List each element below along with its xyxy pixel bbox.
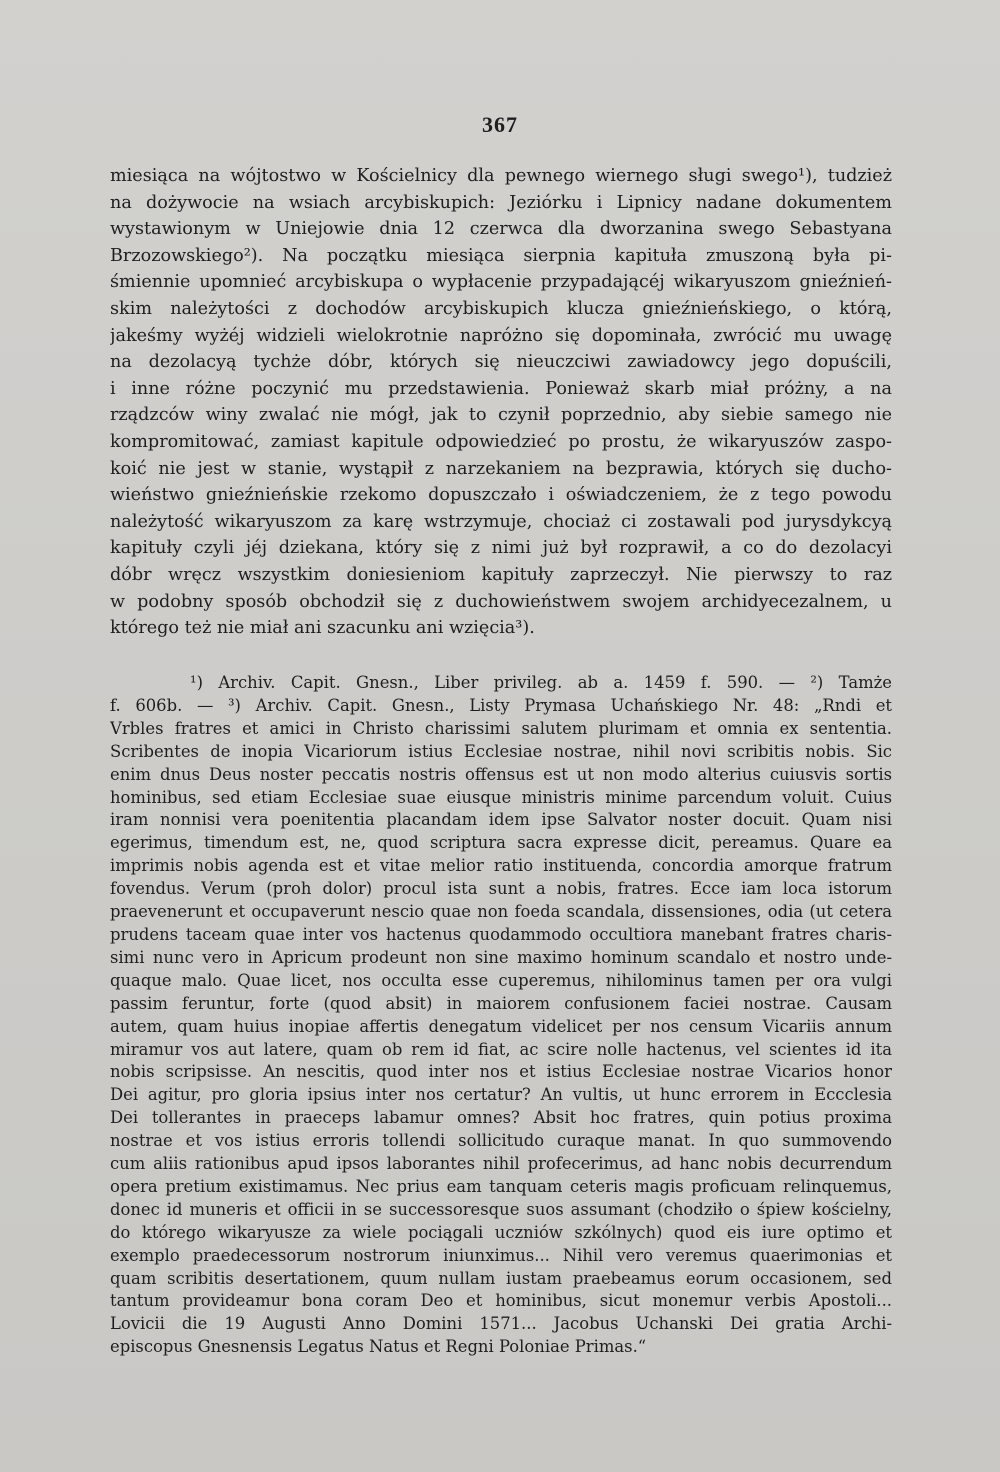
footnote-line: praevenerunt et occupaverunt nescio quae non foeda scandala, dissensiones, odia (ut cetera [110, 902, 892, 922]
main-text-line: należytość wikaryuszom za karę wstrzymuje, chociaż ci zostawali pod jurysdykcyą [110, 511, 892, 532]
main-text-line: miesiąca na wójtostwo w Kościelnicy dla pewnego wiernego sługi swego¹), tudzież [110, 166, 892, 186]
main-text-line: koić nie jest w stanie, wystąpił z narzekaniem na bezprawia, których się ducho- [110, 458, 892, 479]
main-text-line: Brzozowskiego²). Na początku miesiąca sierpnia kapituła zmuszoną była pi- [110, 245, 892, 266]
footnote-line: exemplo praedecessorum nostrorum iniunximus... Nihil vero veremus quaerimonias et [110, 1245, 892, 1265]
footnote-line: tantum provideamur bona coram Deo et hominibus, sicut monemur verbis Apostoli... [110, 1291, 892, 1311]
main-text-line: śmiennie upomnieć arcybiskupa o wypłacenie przypadającéj wikaryuszom gnieźnień- [110, 272, 892, 293]
footnote-line: hominibus, sed etiam Ecclesiae suae eiusque ministris minime parcendum voluit. Cuius [110, 787, 892, 807]
footnote-line: Dei agitur, pro gloria ipsius inter nos certatur? An vultis, ut hunc errorem in Eccclesia [110, 1085, 892, 1105]
footnote-line: passim feruntur, forte (quod absit) in maiorem confusionem faciei nostrae. Causam [110, 993, 892, 1013]
footnote-line: quaque malo. Quae licet, nos occulta esse cuperemus, nihilominus tamen per ora vulgi [110, 970, 892, 990]
footnote-line: f. 606b. — ³) Archiv. Capit. Gnesn., Listy Prymasa Uchańskiego Nr. 48: „Rndi et [110, 695, 892, 715]
footnote-line: miramur vos aut latere, quam ob rem id fiat, ac scire nolle hactenus, vel scientes id ita [110, 1039, 892, 1059]
footnote-line: Vrbles fratres et amici in Christo charissimi salutem plurimam et omnia ex sententia. [110, 718, 892, 738]
main-text-line: jakeśmy wyżéj widzieli wielokrotnie napróżno się dopominała, zwrócić mu uwagę [110, 325, 892, 346]
footnote-line: egerimus, timendum est, ne, quod scriptura sacra expresse dicit, pereamus. Quare ea [110, 833, 892, 853]
main-text-line: i inne różne poczynić mu przedstawienia. Ponieważ skarb miał próżny, a na [110, 378, 892, 399]
footnote-line: donec id muneris et officii in se successoresque suos assumant (chodziło o śpiew kościelny, [110, 1199, 892, 1219]
footnote-line: episcopus Gnesnensis Legatus Natus et Regni Poloniae Primas.“ [110, 1337, 647, 1357]
footnote-line: Lovicii die 19 Augusti Anno Domini 1571... Jacobus Uchanski Dei gratia Archi- [110, 1314, 892, 1334]
footnote-line: cum aliis rationibus apud ipsos laborantes nihil profecerimus, ad hanc nobis decurrendum [110, 1154, 892, 1174]
footnote-line: ¹) Archiv. Capit. Gnesn., Liber privileg. ab a. 1459 f. 590. — ²) Tamże [190, 673, 892, 692]
main-text-line: na dożywocie na wsiach arcybiskupich: Jeziórku i Lipnicy nadane dokumentem [110, 192, 892, 213]
footnote-line: nostrae et vos istius erroris tollendi sollicitudo curaque manat. In quo summovendo [110, 1131, 892, 1151]
footnote-line: fovendus. Verum (proh dolor) procul ista sunt a nobis, fratres. Ecce iam loca istorum [110, 879, 892, 899]
footnote-line: opera pretium existimamus. Nec prius eam tanquam ceteris magis proficuam relinquemus, [110, 1176, 892, 1196]
footnote-line: prudens taceam quae inter vos hactenus quodammodo occultiora manebant fratres charis- [110, 924, 892, 944]
main-text-line: w podobny sposób obchodził się z duchowieństwem swojem archidyecezalnem, u [110, 591, 892, 612]
footnote-line: iram nonnisi vera poenitentia placandam idem ipse Salvator noster docuit. Quam nisi [110, 810, 892, 830]
main-text-line: kompromitować, zamiast kapitule odpowiedzieć po prostu, że wikaryuszów zaspo- [110, 431, 892, 452]
footnote-line: enim dnus Deus noster peccatis nostris offensus est ut non modo alterius cuiusvis sortis [110, 764, 892, 784]
footnote-line: Scribentes de inopia Vicariorum istius Ecclesiae nostrae, nihil novi scribitis nobis. Sic [110, 741, 892, 761]
main-text-line: dóbr wręcz wszystkim doniesieniom kapituły zaprzeczył. Nie pierwszy to raz [110, 564, 892, 585]
footnote-line: simi nunc vero in Apricum prodeunt non sine maximo hominum scandalo et nostro unde- [110, 947, 892, 967]
footnotes [110, 672, 892, 1359]
main-text-line: rządzców winy zwalać nie mógł, jak to czynił poprzednio, aby siebie samego nie [110, 405, 892, 426]
footnote-line: quam scribitis desertationem, quum nullam iustam praebeamus eorum occasionem, sed [110, 1268, 892, 1288]
main-text-line: na dezolacyą tychże dóbr, których się nieuczciwi zawiadowcy jego dopuścili, [110, 352, 892, 373]
footnote-line: autem, quam huius inopiae affertis denegatum videlicet per nos censum Vicariis annum [110, 1016, 892, 1036]
footnote-line: imprimis nobis agenda est et vitae melior ratio instituenda, concordia amorque fratrum [110, 856, 892, 876]
footnote-line: do którego wikaryusze za wiele pociągali uczniów szkólnych) quod eis iure optimo et [110, 1222, 892, 1242]
main-text-line: wystawionym w Uniejowie dnia 12 czerwca dla dworzanina swego Sebastyana [110, 219, 892, 240]
page-number: 367 [482, 112, 518, 137]
main-text-paragraph [110, 163, 892, 642]
main-text-line: którego też nie miał ani szacunku ani wzięcia³). [110, 618, 535, 639]
main-text-line: skim należytości z dochodów arcybiskupich klucza gnieźnieńskiego, o którą, [110, 298, 892, 319]
main-text-line: kapituły czyli jéj dziekana, który się z nimi już był rozprawił, a co do dezolacyi [110, 538, 892, 559]
main-text-line: wieństwo gnieźnieńskie rzekomo dopuszczało i oświadczeniem, że z tego powodu [110, 485, 892, 506]
footnote-line: Dei tollerantes in praeceps labamur omnes? Absit hoc fratres, quin potius proxima [110, 1108, 892, 1128]
footnote-line: nobis scripsisse. An nescitis, quod inter nos et istius Ecclesiae nostrae Vicarios honor [110, 1062, 892, 1082]
